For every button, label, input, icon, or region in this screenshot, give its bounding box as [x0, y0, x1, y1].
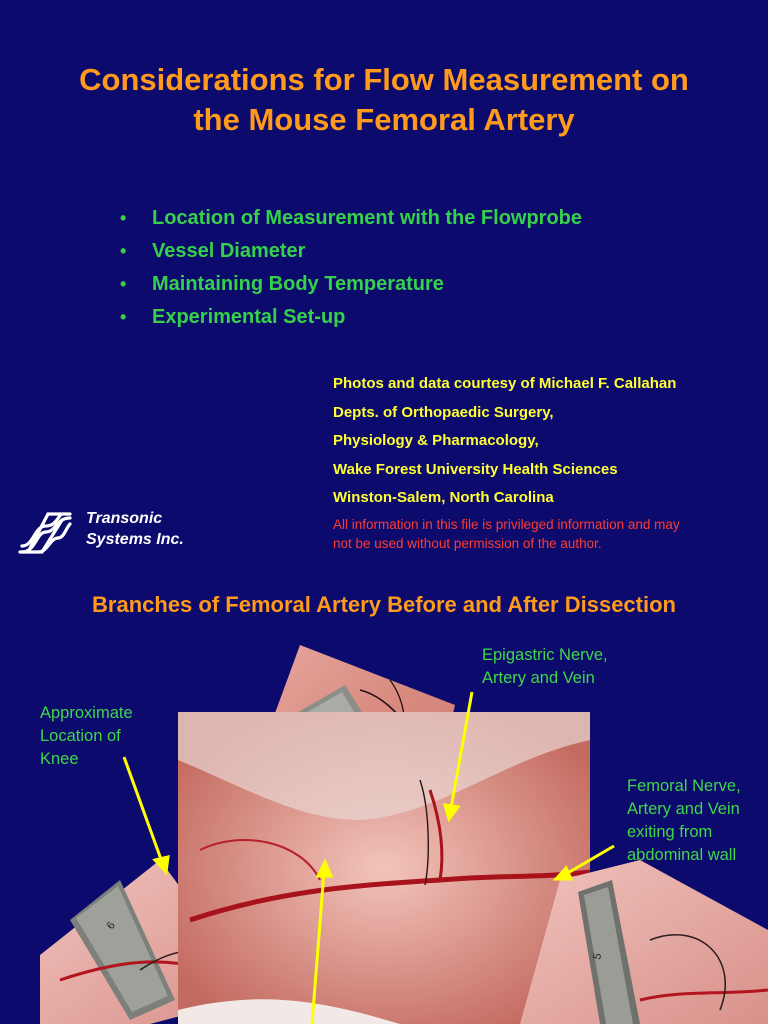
- arrow-knee: [124, 757, 162, 862]
- ruler-mark-right: 5: [591, 952, 605, 961]
- bullet-dot-icon: •: [120, 208, 127, 228]
- bullet-text: Location of Measurement with the Flowprobe: [152, 207, 583, 229]
- label-epigastric: Epigastric Nerve, Artery and Vein: [482, 646, 608, 687]
- credit-line: Depts. of Orthopaedic Surgery,: [333, 403, 554, 421]
- bullet-text: Maintaining Body Temperature: [152, 273, 444, 295]
- bullet-dot-icon: •: [120, 307, 127, 327]
- logo-line-1: Transonic: [86, 510, 163, 527]
- bullet-text: Experimental Set-up: [152, 306, 346, 328]
- ruler-mark-left: 6: [104, 919, 118, 932]
- notice-line-1: All information in this file is privileged information and may: [333, 517, 680, 532]
- credit-line: Wake Forest University Health Sciences: [333, 460, 618, 478]
- credit-line: Physiology & Pharmacology,: [333, 432, 539, 449]
- section-subtitle: Branches of Femoral Artery Before and After Dissection: [92, 592, 676, 617]
- bullet-dot-icon: •: [120, 274, 127, 294]
- title-line-1: Considerations for Flow Measurement on: [79, 62, 689, 97]
- credit-line: Photos and data courtesy of Michael F. Callahan: [333, 375, 677, 392]
- credit-line: Winston-Salem, North Carolina: [333, 489, 554, 506]
- label-knee: Approximate Location of Knee: [40, 704, 133, 768]
- notice-line-2: not be used without permission of the author.: [333, 536, 602, 551]
- title-line-2: the Mouse Femoral Artery: [193, 102, 575, 137]
- logo-line-2: Systems Inc.: [86, 531, 184, 548]
- photo-center: [178, 712, 590, 1024]
- label-femoral: Femoral Nerve, Artery and Vein exiting from abdominal wall: [627, 777, 741, 864]
- bullet-text: Vessel Diameter: [152, 240, 306, 262]
- bullet-dot-icon: •: [120, 241, 127, 261]
